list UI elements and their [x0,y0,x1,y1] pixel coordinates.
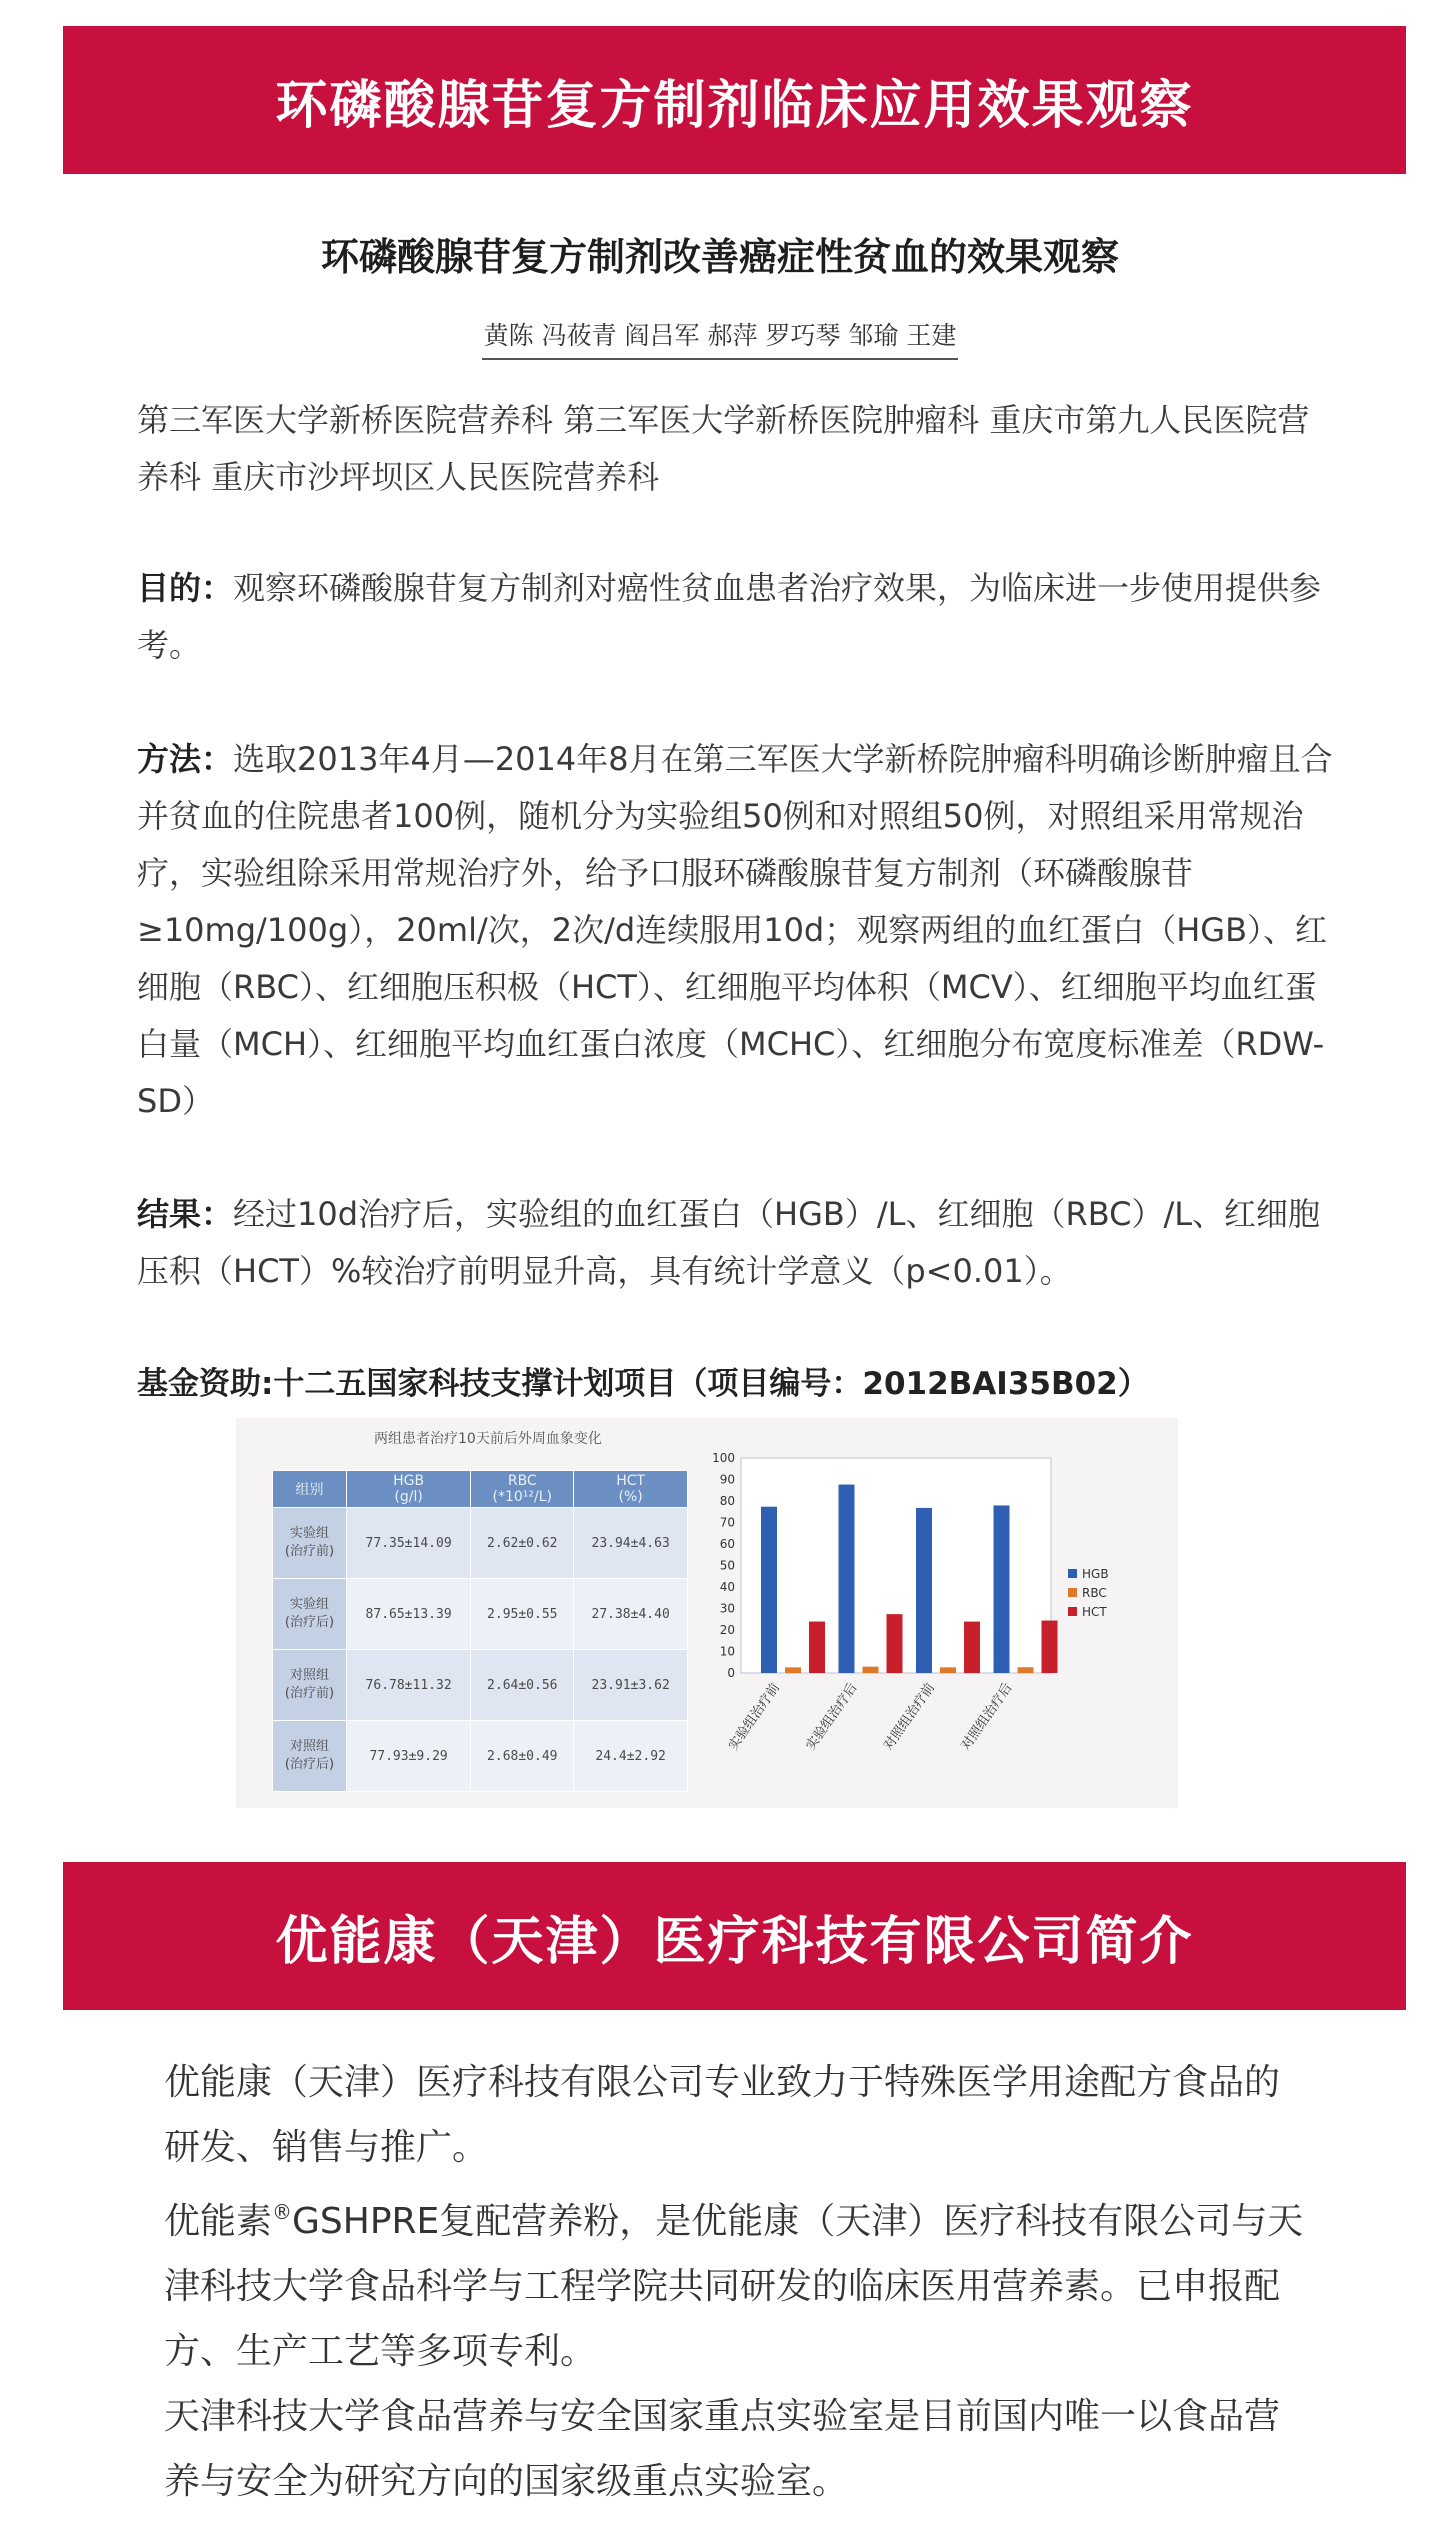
bar-hct [887,1614,903,1673]
y-tick-label: 10 [719,1644,735,1659]
table-row [273,1579,688,1650]
bar-chart [696,1418,1178,1808]
company-paragraph: 优能素®GSHPRE复配营养粉，是优能康（天津）医疗科技有限公司与天津科技大学食品科学与工程学院共同研发的临床医用营养素。已申报配方、生产工艺等多项专利。 [164,2200,1304,2372]
header-hct: HCT (%) [574,1471,688,1508]
section-title: 环磷酸腺苷复方制剂临床应用效果观察 [275,75,1194,136]
legend-swatch [1068,1607,1077,1616]
header-rbc: RBC (*10¹²/L) [471,1471,574,1508]
y-tick-label: 30 [719,1601,735,1616]
header-hgb: HGB (g/l) [346,1471,470,1508]
legend-swatch [1068,1588,1077,1597]
aim-label: 目的： [137,569,234,607]
legend-label: RBC [1082,1586,1107,1600]
bar-hct [809,1622,825,1673]
company-paragraph: 天津科技大学食品营养与安全国家重点实验室是目前国内唯一以食品营养与安全为研究方向的国家级重点实验室。 [164,2396,1281,2502]
cell-rbc: 2.68±0.49 [471,1721,574,1792]
section-banner-company [63,1862,1406,2010]
y-tick-label: 100 [712,1451,735,1465]
x-tick-label: 实验组治疗后 [803,1680,861,1754]
table-row [273,1650,688,1721]
cell-hct: 27.38±4.40 [574,1579,688,1650]
table-header-row [273,1471,688,1508]
aim-paragraph [137,560,1337,674]
cell-hgb: 77.93±9.29 [346,1721,470,1792]
bar-rbc [1018,1667,1034,1673]
figure-title: 两组患者治疗10天前后外周血象变化 [374,1431,602,1447]
registered-mark: ® [272,2200,293,2224]
row-label: 对照组 (治疗后) [273,1721,347,1792]
method-text: 选取2013年4月—2014年8月在第三军医大学新桥院肿瘤科明确诊断肿瘤且合并贫血的住院患者100例，随机分为实验组50例和对照组50例，对照组采用常规治疗，实验组除采用常规治疗外，给予口服环磷酸腺苷复方制剂（环磷酸腺苷≥10mg/100g），20ml/次，2次/d连续服用10d；观察两组的血红蛋白（HGB）、红细胞（RBC）、红细胞压积极（HCT）、红细胞平均体积（MCV）、红细胞平均血红蛋白量（MCH）、红细胞平均血红蛋白浓度（MCHC）、红细胞分布宽度标准差（RDW-SD） [137,740,1333,1120]
funding-line [137,1356,1337,1413]
authors: 黄陈 冯莜青 阎吕军 郝萍 罗巧琴 邹瑜 王建 [482,316,959,360]
aim-text: 观察环磷酸腺苷复方制剂对癌性贫血患者治疗效果，为临床进一步使用提供参考。 [137,569,1322,664]
company-paragraph: 优能康（天津）医疗科技有限公司专业致力于特殊医学用途配方食品的研发、销售与推广。 [164,2062,1281,2168]
result-label: 结果： [137,1195,234,1233]
bar-hct [1042,1621,1058,1673]
y-tick-label: 20 [719,1623,735,1637]
x-tick-label: 实验组治疗前 [725,1680,784,1754]
header-group: 组别 [273,1471,347,1508]
y-tick-label: 0 [727,1666,735,1680]
y-tick-label: 50 [719,1558,735,1573]
legend-swatch [1068,1569,1077,1578]
bar-rbc [863,1667,879,1673]
cell-hgb: 76.78±11.32 [346,1650,470,1721]
affiliations: 第三军医大学新桥医院营养科 第三军医大学新桥医院肿瘤科 重庆市第九人民医院营养科 重庆市沙坪坝区人民医院营养科 [137,401,1310,496]
row-label: 对照组 (治疗前) [273,1650,347,1721]
results-table [272,1470,688,1792]
x-tick-label: 对照组治疗后 [958,1680,1016,1754]
x-tick-label: 对照组治疗前 [880,1680,939,1754]
paper-title: 环磷酸腺苷复方制剂改善癌症性贫血的效果观察 [320,235,1119,279]
results-figure [236,1418,1178,1808]
table-row [273,1721,688,1792]
result-text: 经过10d治疗后，实验组的血红蛋白（HGB）/L、红细胞（RBC）/L、红细胞压积（HCT）%较治疗前明显升高，具有统计学意义（p<0.01）。 [137,1195,1321,1290]
bar-hgb [839,1485,855,1673]
bar-hgb [994,1505,1010,1673]
bar-rbc [940,1667,956,1673]
y-tick-label: 80 [719,1494,735,1508]
section-title: 优能康（天津）医疗科技有限公司简介 [275,1911,1194,1972]
cell-hct: 24.4±2.92 [574,1721,688,1792]
row-label: 实验组 (治疗前) [273,1508,347,1579]
funding-label: 基金资助: [137,1366,274,1402]
legend-label: HCT [1082,1605,1107,1619]
bar-hgb [761,1507,777,1673]
row-label: 实验组 (治疗后) [273,1579,347,1650]
cell-hct: 23.94±4.63 [574,1508,688,1579]
cell-rbc: 2.95±0.55 [471,1579,574,1650]
cell-rbc: 2.64±0.56 [471,1650,574,1721]
funding-text: 十二五国家科技支撑计划项目（项目编号：2012BAI35B02） [273,1366,1149,1402]
cell-hct: 23.91±3.62 [574,1650,688,1721]
cell-hgb: 87.65±13.39 [346,1579,470,1650]
method-paragraph [137,731,1337,1130]
result-paragraph [137,1186,1337,1300]
section-banner-study [63,26,1406,174]
company-intro [164,2050,1314,2514]
bar-rbc [785,1667,801,1673]
y-tick-label: 40 [719,1580,735,1594]
cell-rbc: 2.62±0.62 [471,1508,574,1579]
author-line [0,316,1440,360]
y-tick-label: 70 [719,1515,735,1530]
method-label: 方法： [137,740,234,778]
cell-hgb: 77.35±14.09 [346,1508,470,1579]
bar-hct [964,1622,980,1673]
y-tick-label: 60 [719,1537,735,1551]
y-tick-label: 90 [719,1472,735,1487]
bar-hgb [916,1508,932,1673]
table-row [273,1508,688,1579]
legend-label: HGB [1082,1567,1109,1581]
